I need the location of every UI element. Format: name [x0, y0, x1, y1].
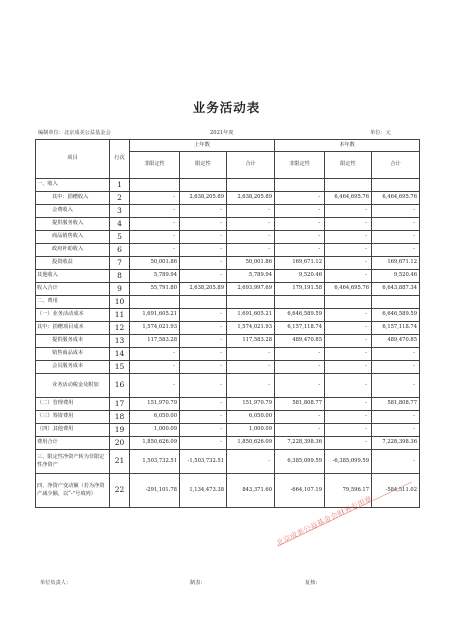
amount-cell: - [227, 348, 275, 361]
row-label: 提供服务收入 [36, 218, 110, 231]
row-line-no: 2 [110, 192, 130, 205]
amount-cell: 1,574,021.93 [227, 322, 275, 335]
amount-cell: - [130, 205, 180, 218]
row-line-no: 4 [110, 218, 130, 231]
amount-cell: - [180, 244, 227, 257]
header-this-restricted: 限定性 [325, 152, 372, 179]
amount-cell: 1,503,732.51 [130, 450, 180, 474]
amount-cell: 6,050.00 [130, 411, 180, 424]
amount-cell: 79,596.17 [325, 474, 372, 508]
amount-cell: 1,691,605.21 [130, 309, 180, 322]
amount-cell: - [227, 231, 275, 244]
amount-cell: 169,671.12 [275, 257, 325, 270]
amount-cell: 581,808.77 [372, 398, 420, 411]
amount-cell: 6,050.00 [227, 411, 275, 424]
row-label: （一）业务活动成本 [36, 309, 110, 322]
table-row [36, 335, 420, 348]
stamp-text: 北京成美公益基金会财务专用章 [274, 494, 374, 548]
compiling-unit: 编制单位：北京成美公益基金会 [38, 130, 111, 136]
amount-cell: - [180, 361, 227, 374]
amount-cell: - [227, 244, 275, 257]
amount-cell [372, 179, 420, 192]
row-line-no: 7 [110, 257, 130, 270]
amount-cell [275, 179, 325, 192]
row-label: 费用合计 [36, 437, 110, 450]
amount-cell: - [275, 348, 325, 361]
table-row [36, 348, 420, 361]
amount-cell [227, 179, 275, 192]
amount-cell: 151,970.79 [227, 398, 275, 411]
table-row [36, 437, 420, 450]
amount-cell: - [275, 244, 325, 257]
amount-cell: - [275, 424, 325, 437]
amount-cell: 1,850,626.09 [227, 437, 275, 450]
amount-cell: 6,464,695.76 [325, 283, 372, 296]
amount-cell [227, 296, 275, 309]
amount-cell [275, 296, 325, 309]
amount-cell: 489,470.85 [372, 335, 420, 348]
amount-cell: - [180, 374, 227, 398]
page-title: 业务活动表 [192, 100, 261, 115]
row-line-no: 22 [110, 474, 130, 508]
row-line-no: 8 [110, 270, 130, 283]
row-label: （二）管理费用 [36, 398, 110, 411]
amount-cell: - [227, 450, 275, 474]
amount-cell [325, 179, 372, 192]
amount-cell: - [325, 411, 372, 424]
amount-cell: - [275, 205, 325, 218]
amount-cell: 489,470.85 [275, 335, 325, 348]
amount-cell: 2,638,205.89 [180, 283, 227, 296]
amount-cell: - [180, 205, 227, 218]
amount-cell [372, 296, 420, 309]
amount-cell: - [325, 374, 372, 398]
row-label: 会费收入 [36, 205, 110, 218]
row-line-no: 10 [110, 296, 130, 309]
amount-cell: - [372, 450, 420, 474]
amount-cell: - [130, 361, 180, 374]
amount-cell: - [325, 424, 372, 437]
amount-cell: 6,157,118.74 [275, 322, 325, 335]
header-prev-year: 上年数 [130, 140, 275, 152]
amount-cell: - [372, 411, 420, 424]
row-line-no: 20 [110, 437, 130, 450]
currency-unit: 单位：元 [370, 130, 391, 136]
header-this-unrestricted: 非限定性 [275, 152, 325, 179]
amount-cell: - [325, 398, 372, 411]
amount-cell: - [372, 361, 420, 374]
amount-cell: 50,001.86 [130, 257, 180, 270]
amount-cell [180, 179, 227, 192]
row-label: 业务活动税金及附加 [36, 374, 110, 398]
amount-cell: - [325, 257, 372, 270]
row-line-no: 17 [110, 398, 130, 411]
amount-cell: -6,385,099.59 [325, 450, 372, 474]
row-label: 会员服务成本 [36, 361, 110, 374]
amount-cell: 2,638,205.89 [180, 192, 227, 205]
row-label: 政府补助收入 [36, 244, 110, 257]
amount-cell: 6,643,887.34 [372, 283, 420, 296]
row-line-no: 3 [110, 205, 130, 218]
amount-cell: - [227, 218, 275, 231]
amount-cell: 117,583.28 [227, 335, 275, 348]
amount-cell: - [325, 361, 372, 374]
amount-cell: - [227, 361, 275, 374]
amount-cell: - [180, 348, 227, 361]
amount-cell: 1,574,021.93 [130, 322, 180, 335]
report-year: 2021年度 [210, 130, 234, 136]
amount-cell: - [180, 231, 227, 244]
amount-cell [325, 296, 372, 309]
amount-cell: -291,101.78 [130, 474, 180, 508]
amount-cell: - [275, 218, 325, 231]
row-line-no: 18 [110, 411, 130, 424]
row-label: 提供服务成本 [36, 335, 110, 348]
table-row [36, 296, 420, 309]
amount-cell: - [372, 218, 420, 231]
amount-cell: - [130, 192, 180, 205]
table-row [36, 218, 420, 231]
row-label: 二、费用 [36, 296, 110, 309]
amount-cell: - [130, 244, 180, 257]
table-row [36, 257, 420, 270]
amount-cell: - [325, 322, 372, 335]
amount-cell: - [227, 205, 275, 218]
table-row [36, 374, 420, 398]
header-prev-unrestricted: 非限定性 [130, 152, 180, 179]
amount-cell: 843,371.60 [227, 474, 275, 508]
activity-statement-table [35, 139, 420, 508]
amount-cell: - [180, 335, 227, 348]
table-row [36, 424, 420, 437]
amount-cell: 9,520.46 [275, 270, 325, 283]
amount-cell: - [325, 348, 372, 361]
amount-cell: - [275, 411, 325, 424]
row-label: 三、限定性净资产转为非限定性净资产 [36, 450, 110, 474]
amount-cell: - [275, 192, 325, 205]
table-row [36, 192, 420, 205]
amount-cell: - [372, 424, 420, 437]
amount-cell: - [372, 374, 420, 398]
row-label: 销售商品成本 [36, 348, 110, 361]
row-line-no: 9 [110, 283, 130, 296]
amount-cell: 50,001.86 [227, 257, 275, 270]
amount-cell [180, 296, 227, 309]
amount-cell: - [180, 411, 227, 424]
row-label: 四、净资产变动额（若为净资产减少额，以“-”号填列） [36, 474, 110, 508]
amount-cell [130, 296, 180, 309]
row-label: 投资收益 [36, 257, 110, 270]
row-line-no: 12 [110, 322, 130, 335]
amount-cell: 1,000.09 [130, 424, 180, 437]
table-row [36, 309, 420, 322]
amount-cell: - [372, 244, 420, 257]
amount-cell: - [180, 398, 227, 411]
amount-cell: - [130, 231, 180, 244]
table-row [36, 450, 420, 474]
amount-cell: 6,646,589.59 [275, 309, 325, 322]
table-row [36, 411, 420, 424]
row-line-no: 5 [110, 231, 130, 244]
row-line-no: 16 [110, 374, 130, 398]
table-row [36, 283, 420, 296]
amount-cell: - [372, 205, 420, 218]
amount-cell: - [180, 424, 227, 437]
amount-cell: - [325, 335, 372, 348]
amount-cell: 6,464,695.76 [325, 192, 372, 205]
amount-cell: 2,693,997.69 [227, 283, 275, 296]
amount-cell: -1,503,732.51 [180, 450, 227, 474]
amount-cell: - [275, 361, 325, 374]
amount-cell: 2,638,205.89 [227, 192, 275, 205]
amount-cell: - [130, 374, 180, 398]
table-row [36, 361, 420, 374]
amount-cell: - [372, 348, 420, 361]
amount-cell: - [180, 322, 227, 335]
row-label: 其他收入 [36, 270, 110, 283]
table-row [36, 179, 420, 192]
amount-cell: - [325, 270, 372, 283]
amount-cell: - [130, 218, 180, 231]
footer-preparer: 制表： [190, 580, 206, 586]
amount-cell: 6,385,099.59 [275, 450, 325, 474]
amount-cell: 7,228,398.36 [275, 437, 325, 450]
amount-cell: 117,583.28 [130, 335, 180, 348]
amount-cell: - [130, 348, 180, 361]
row-label: （三）筹资费用 [36, 411, 110, 424]
amount-cell: 5,789.94 [227, 270, 275, 283]
row-line-no: 19 [110, 424, 130, 437]
amount-cell: 7,228,398.36 [372, 437, 420, 450]
row-line-no: 21 [110, 450, 130, 474]
amount-cell: - [325, 205, 372, 218]
amount-cell: 169,671.12 [372, 257, 420, 270]
table-row [36, 474, 420, 508]
table-row [36, 322, 420, 335]
amount-cell: 5,789.94 [130, 270, 180, 283]
amount-cell: 151,970.79 [130, 398, 180, 411]
footer-unit-head: 单位负责人： [40, 580, 72, 586]
amount-cell: - [325, 244, 372, 257]
amount-cell: 1,000.09 [227, 424, 275, 437]
header-item: 项目 [36, 140, 110, 179]
row-line-no: 14 [110, 348, 130, 361]
amount-cell: 1,691,605.21 [227, 309, 275, 322]
amount-cell: 6,157,118.74 [372, 322, 420, 335]
row-label: 其中：捐赠收入 [36, 192, 110, 205]
amount-cell: 55,791.80 [130, 283, 180, 296]
amount-cell: - [325, 218, 372, 231]
amount-cell: -584,511.02 [372, 474, 420, 508]
amount-cell: 6,464,695.76 [372, 192, 420, 205]
row-label: 收入合计 [36, 283, 110, 296]
amount-cell: 581,808.77 [275, 398, 325, 411]
amount-cell: 179,191.58 [275, 283, 325, 296]
amount-cell: -664,107.19 [275, 474, 325, 508]
amount-cell [130, 179, 180, 192]
amount-cell: 1,850,626.09 [130, 437, 180, 450]
row-label: （四）其他费用 [36, 424, 110, 437]
amount-cell: - [275, 231, 325, 244]
table-row [36, 231, 420, 244]
row-line-no: 15 [110, 361, 130, 374]
row-line-no: 6 [110, 244, 130, 257]
table-row [36, 270, 420, 283]
row-line-no: 13 [110, 335, 130, 348]
amount-cell: - [227, 374, 275, 398]
header-this-total: 合计 [372, 152, 420, 179]
header-prev-total: 合计 [227, 152, 275, 179]
amount-cell: - [180, 218, 227, 231]
amount-cell: 1,134,473.38 [180, 474, 227, 508]
amount-cell: - [180, 437, 227, 450]
row-label: 其中：捐赠项目成本 [36, 322, 110, 335]
table-row [36, 205, 420, 218]
header-prev-restricted: 限定性 [180, 152, 227, 179]
table-row [36, 244, 420, 257]
row-label: 商品销售收入 [36, 231, 110, 244]
header-line-no: 行次 [110, 140, 130, 179]
row-line-no: 1 [110, 179, 130, 192]
row-label: 一、收入 [36, 179, 110, 192]
footer-reviewer: 复核： [305, 580, 321, 586]
amount-cell: 9,520.46 [372, 270, 420, 283]
amount-cell: - [372, 231, 420, 244]
amount-cell: - [180, 257, 227, 270]
row-line-no: 11 [110, 309, 130, 322]
amount-cell: - [180, 270, 227, 283]
amount-cell: - [275, 374, 325, 398]
amount-cell: - [325, 309, 372, 322]
amount-cell: 6,646,589.59 [372, 309, 420, 322]
table-row [36, 398, 420, 411]
amount-cell: - [325, 231, 372, 244]
amount-cell: - [325, 437, 372, 450]
header-this-year: 本年数 [275, 140, 420, 152]
amount-cell: - [180, 309, 227, 322]
